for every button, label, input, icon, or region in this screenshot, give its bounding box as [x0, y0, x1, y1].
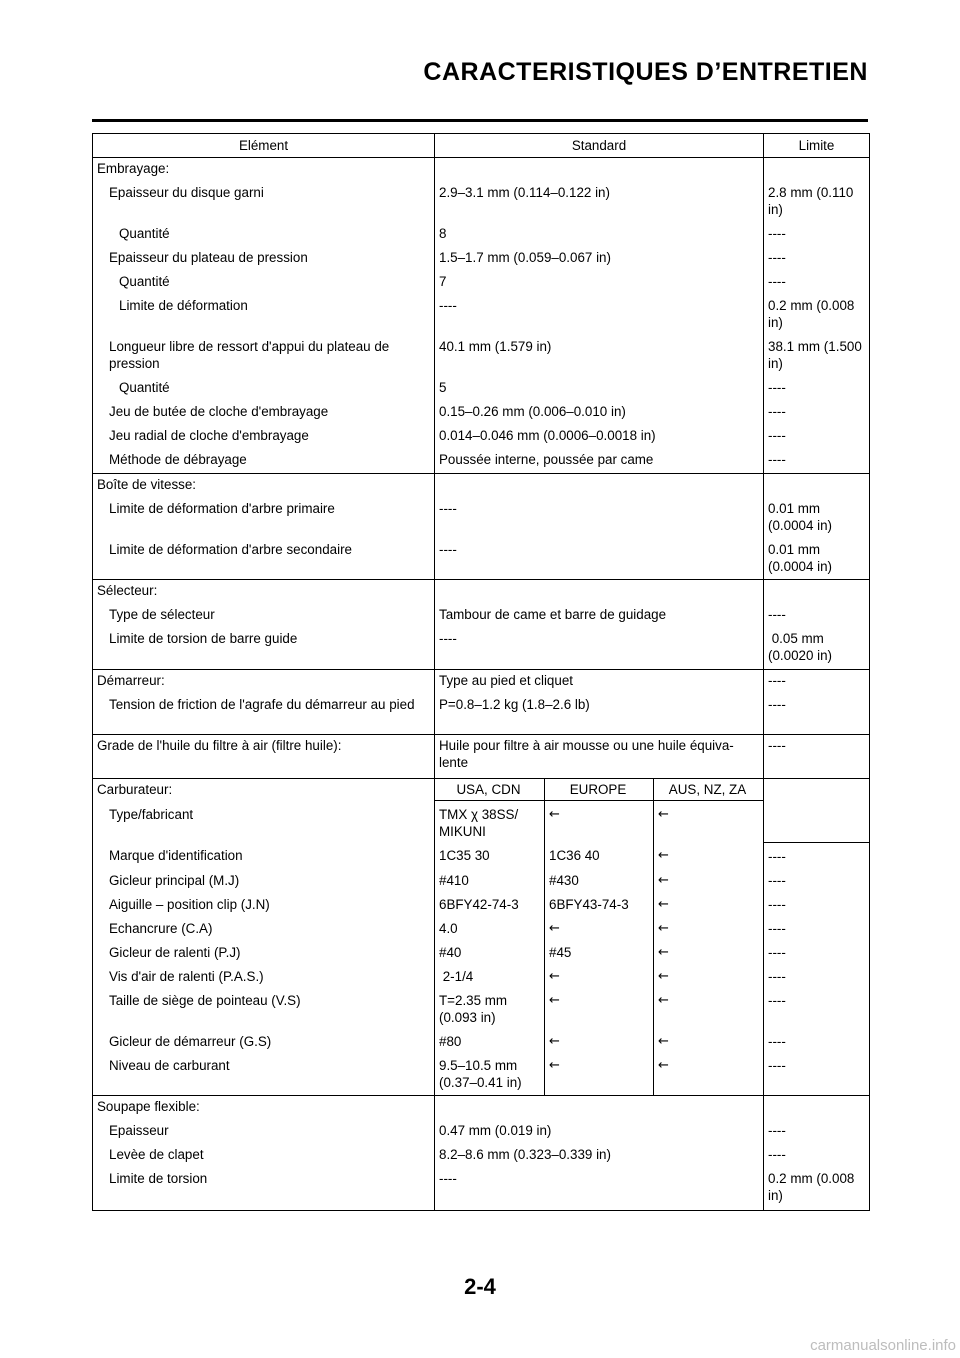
row-limite: ----: [764, 1117, 870, 1141]
row-element: Epaisseur: [93, 1117, 435, 1141]
same-as-left-arrow: ←: [545, 801, 654, 843]
row-limite: 0.01 mm (0.0004 in): [764, 495, 870, 536]
row-element: Quantité: [93, 374, 435, 398]
row-standard: 5: [435, 374, 764, 398]
row-element: Gicleur de démarreur (G.S): [93, 1028, 435, 1052]
table-row: [93, 179, 870, 220]
table-row: [93, 891, 870, 915]
row-usa: 6BFY42-74-3: [435, 891, 545, 915]
same-as-left-arrow: ←: [654, 842, 764, 867]
row-standard: ----: [435, 536, 764, 580]
row-element: Limite de déformation d'arbre primaire: [93, 495, 435, 536]
row-element: Vis d'air de ralenti (P.A.S.): [93, 963, 435, 987]
table-row: [93, 1028, 870, 1052]
row-europe: 6BFY43-74-3: [545, 891, 654, 915]
row-standard: 8: [435, 220, 764, 244]
row-standard: ----: [435, 1165, 764, 1211]
row-europe: 1C36 40: [545, 842, 654, 867]
section-air-filter: [93, 735, 870, 779]
section-label: Boîte de vitesse:: [93, 473, 435, 495]
row-element: Quantité: [93, 268, 435, 292]
table-row: [93, 446, 870, 473]
row-standard: Tambour de came et barre de guidage: [435, 601, 764, 625]
same-as-left-arrow: ←: [545, 1052, 654, 1096]
table-row: [93, 333, 870, 374]
section-label: Soupape flexible:: [93, 1096, 435, 1118]
row-standard: 1.5–1.7 mm (0.059–0.067 in): [435, 244, 764, 268]
same-as-left-arrow: ←: [654, 915, 764, 939]
row-element: Echancrure (C.A): [93, 915, 435, 939]
row-element: Aiguille – position clip (J.N): [93, 891, 435, 915]
row-standard: 8.2–8.6 mm (0.323–0.339 in): [435, 1141, 764, 1165]
table-row: [93, 495, 870, 536]
row-standard: Huile pour filtre à air mousse ou une huile équiva-lente: [435, 735, 764, 779]
row-standard: 0.47 mm (0.019 in): [435, 1117, 764, 1141]
row-limite: ----: [764, 915, 870, 939]
row-element: Jeu radial de cloche d'embrayage: [93, 422, 435, 446]
row-element: Méthode de débrayage: [93, 446, 435, 473]
table-row: [93, 1165, 870, 1211]
table-row: [93, 963, 870, 987]
row-standard: P=0.8–1.2 kg (1.8–2.6 lb): [435, 691, 764, 735]
row-europe: #430: [545, 867, 654, 891]
row-standard: 40.1 mm (1.579 in): [435, 333, 764, 374]
row-limite: 2.8 mm (0.110 in): [764, 179, 870, 220]
table-row: [93, 987, 870, 1028]
same-as-left-arrow: ←: [545, 915, 654, 939]
row-limite: ----: [764, 374, 870, 398]
section-label: Sélecteur:: [93, 580, 435, 602]
header-standard: Standard: [435, 134, 764, 158]
row-limite: ----: [764, 891, 870, 915]
row-usa: T=2.35 mm (0.093 in): [435, 987, 545, 1028]
row-element: Limite de déformation d'arbre secondaire: [93, 536, 435, 580]
page-title: CARACTERISTIQUES D’ENTRETIEN: [423, 58, 868, 86]
same-as-left-arrow: ←: [545, 963, 654, 987]
row-element: Longueur libre de ressort d'appui du plateau de pression: [93, 333, 435, 374]
row-limite: 0.05 mm (0.0020 in): [764, 625, 870, 669]
row-standard: ----: [435, 495, 764, 536]
row-element: Type de sélecteur: [93, 601, 435, 625]
row-element: Jeu de butée de cloche d'embrayage: [93, 398, 435, 422]
row-usa: 4.0: [435, 915, 545, 939]
row-standard: ----: [435, 625, 764, 669]
same-as-left-arrow: ←: [654, 987, 764, 1028]
row-limite: ----: [764, 669, 870, 691]
row-standard: 2.9–3.1 mm (0.114–0.122 in): [435, 179, 764, 220]
same-as-left-arrow: ←: [654, 939, 764, 963]
same-as-left-arrow: ←: [654, 867, 764, 891]
row-usa: 2-1/4: [435, 963, 545, 987]
row-limite: ----: [764, 1052, 870, 1096]
row-limite: ----: [764, 601, 870, 625]
row-standard: 0.014–0.046 mm (0.0006–0.0018 in): [435, 422, 764, 446]
row-limite: ----: [764, 842, 870, 867]
row-element: Limite de déformation: [93, 292, 435, 333]
row-element: Limite de torsion: [93, 1165, 435, 1211]
section-label: Carburateur:: [93, 779, 435, 801]
row-standard: 7: [435, 268, 764, 292]
same-as-left-arrow: ←: [545, 987, 654, 1028]
row-standard: Poussée interne, poussée par came: [435, 446, 764, 473]
table-row: [93, 801, 870, 843]
row-element: Limite de torsion de barre guide: [93, 625, 435, 669]
row-limite: ----: [764, 691, 870, 735]
page-number: 2-4: [464, 1274, 496, 1299]
row-usa: 1C35 30: [435, 842, 545, 867]
row-usa: #80: [435, 1028, 545, 1052]
section-shifter: [93, 580, 870, 602]
row-element: Type/fabricant: [93, 801, 435, 843]
table-row: [93, 867, 870, 891]
row-limite: ----: [764, 867, 870, 891]
row-element: Grade de l'huile du filtre à air (filtre huile):: [93, 735, 435, 779]
row-limite: ----: [764, 398, 870, 422]
table-row: [93, 536, 870, 580]
region-europe: EUROPE: [545, 779, 654, 801]
title-rule: [92, 119, 868, 122]
row-limite: ----: [764, 1028, 870, 1052]
row-limite: ----: [764, 1141, 870, 1165]
row-standard: Type au pied et cliquet: [435, 669, 764, 691]
same-as-left-arrow: ←: [545, 1028, 654, 1052]
table-row: [93, 244, 870, 268]
row-limite: ----: [764, 446, 870, 473]
same-as-left-arrow: ←: [654, 1028, 764, 1052]
row-standard: 0.15–0.26 mm (0.006–0.010 in): [435, 398, 764, 422]
table-row: [93, 691, 870, 735]
row-limite: ----: [764, 220, 870, 244]
row-element: Tension de friction de l'agrafe du démarreur au pied: [93, 691, 435, 735]
table-row: [93, 374, 870, 398]
section-reed-valve: [93, 1096, 870, 1118]
header-element: Elément: [93, 134, 435, 158]
row-limite: 0.2 mm (0.008 in): [764, 1165, 870, 1211]
row-element: Taille de siège de pointeau (V.S): [93, 987, 435, 1028]
row-element: Epaisseur du disque garni: [93, 179, 435, 220]
header-limite: Limite: [764, 134, 870, 158]
table-header-row: [93, 134, 870, 158]
table-row: [93, 601, 870, 625]
table-row: [93, 939, 870, 963]
row-element: Gicleur de ralenti (P.J): [93, 939, 435, 963]
row-limite: ----: [764, 735, 870, 779]
same-as-left-arrow: ←: [654, 891, 764, 915]
region-usa-cdn: USA, CDN: [435, 779, 545, 801]
section-starter: [93, 669, 870, 691]
row-limite: 0.01 mm (0.0004 in): [764, 536, 870, 580]
table-row: [93, 268, 870, 292]
table-row: [93, 915, 870, 939]
same-as-left-arrow: ←: [654, 963, 764, 987]
row-usa: 9.5–10.5 mm (0.37–0.41 in): [435, 1052, 545, 1096]
section-carburetor: [93, 779, 870, 801]
section-clutch: [93, 158, 870, 180]
row-element: Levèe de clapet: [93, 1141, 435, 1165]
table-row: [93, 422, 870, 446]
table-row: [93, 292, 870, 333]
same-as-left-arrow: ←: [654, 801, 764, 843]
row-limite: ----: [764, 422, 870, 446]
same-as-left-arrow: ←: [654, 1052, 764, 1096]
row-element: Gicleur principal (M.J): [93, 867, 435, 891]
section-gearbox: [93, 473, 870, 495]
section-label: Embrayage:: [93, 158, 435, 180]
table-row: [93, 625, 870, 669]
section-label: Démarreur:: [93, 669, 435, 691]
row-element: Epaisseur du plateau de pression: [93, 244, 435, 268]
row-limite: ----: [764, 987, 870, 1028]
maintenance-spec-table: [92, 133, 870, 1211]
row-limite: ----: [764, 939, 870, 963]
table-row: [93, 1141, 870, 1165]
row-europe: #45: [545, 939, 654, 963]
table-row: [93, 220, 870, 244]
row-limite: ----: [764, 244, 870, 268]
watermark: carmanualsonline.info: [810, 1337, 956, 1354]
region-aus-nz-za: AUS, NZ, ZA: [654, 779, 764, 801]
row-limite: ----: [764, 268, 870, 292]
row-limite: 0.2 mm (0.008 in): [764, 292, 870, 333]
row-usa: #40: [435, 939, 545, 963]
table-row: [93, 1052, 870, 1096]
row-usa: TMX χ 38SS/ MIKUNI: [435, 801, 545, 843]
row-element: Quantité: [93, 220, 435, 244]
row-limite: 38.1 mm (1.500 in): [764, 333, 870, 374]
row-standard: ----: [435, 292, 764, 333]
row-element: Niveau de carburant: [93, 1052, 435, 1096]
row-element: Marque d'identification: [93, 842, 435, 867]
table-row: [93, 398, 870, 422]
table-row: [93, 842, 870, 867]
row-usa: #410: [435, 867, 545, 891]
table-row: [93, 1117, 870, 1141]
row-limite: ----: [764, 963, 870, 987]
